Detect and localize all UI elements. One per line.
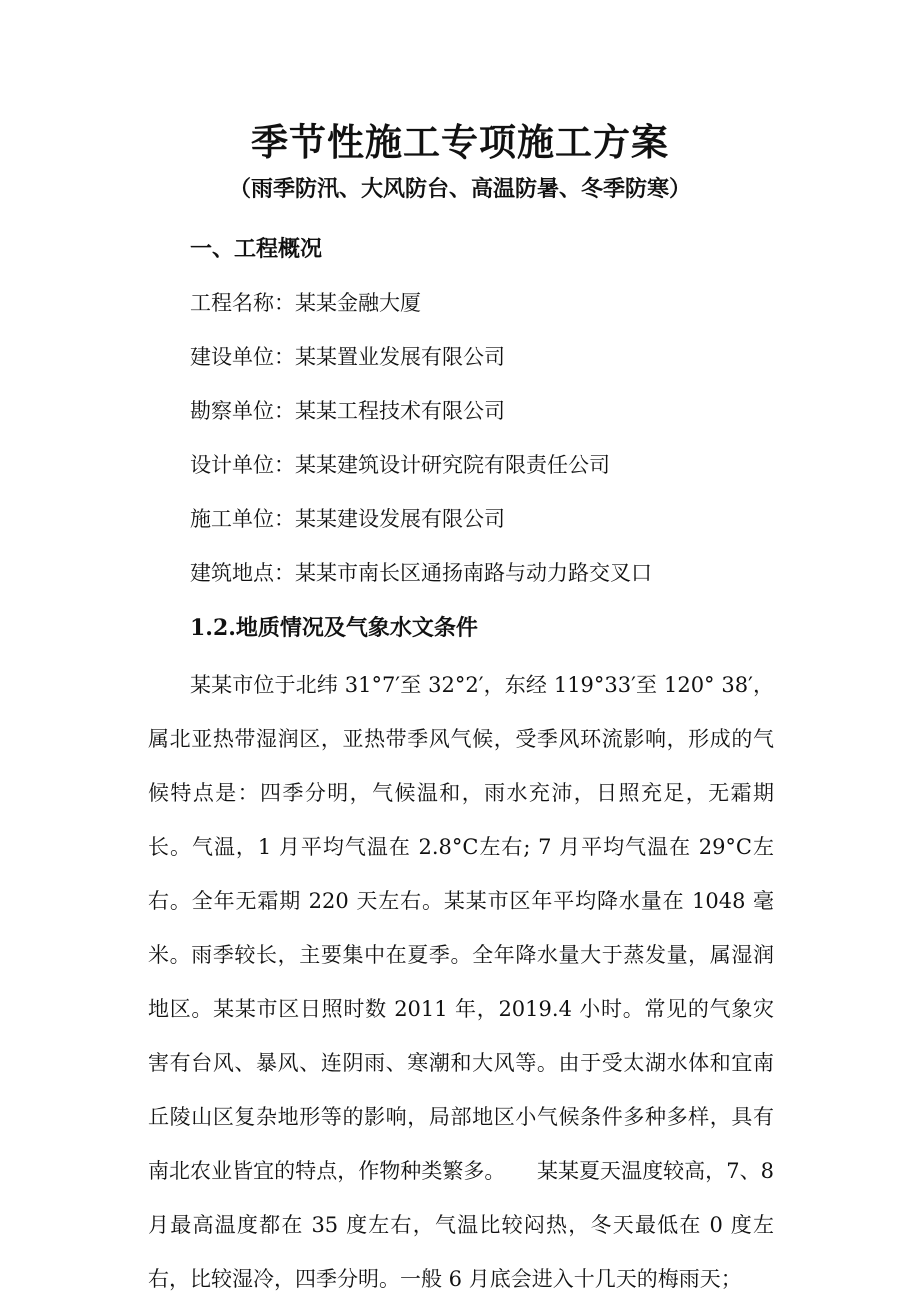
info-construction-unit: 建设单位：某某置业发展有限公司 <box>190 345 505 369</box>
document-subtitle: （雨季防汛、大风防台、高温防暑、冬季防寒） <box>228 176 691 202</box>
document-title: 季节性施工专项施工方案 <box>251 120 669 164</box>
info-project-name: 工程名称：某某金融大厦 <box>190 291 421 315</box>
info-design-unit: 设计单位：某某建筑设计研究院有限责任公司 <box>190 453 610 477</box>
info-contractor-unit: 施工单位：某某建设发展有限公司 <box>190 507 505 531</box>
info-location: 建筑地点：某某市南长区通扬南路与动力路交叉口 <box>190 561 652 585</box>
section-heading-overview: 一、工程概况 <box>190 236 323 262</box>
climate-paragraph: 某某市位于北纬 31°7′至 32°2′，东经 119°33′至 120° 38′，属北亚热带湿润区，亚热带季风气候，受季风环流影响，形成的气候特点是：四季分明，气候温和，雨水充沛，日照充足，无霜期长。气温，1 月平均气温在 2.8°C左右; 7 月平均气温在 29°C左右。全年无霜期 220 天左右。某某市区年平均降水量在 1048 毫米。雨季较长，主要集中在夏季。全年降水量大于蒸发量，属湿润地区。某某市区日照时数 2011 年，2019.4 小时。常见的气象灾害有台风、暴风、连阴雨、寒潮和大风等。由于受太湖水体和宜南丘陵山区复杂地形等的影响，局部地区小气候条件多种多样，具有南北农业皆宜的特点，作物种类繁多。 某某夏天温度较高，7、8 月最高温度都在 35 度左右，气温比较闷热，冬天最低在 0 度左右，比较湿冷，四季分明。一般 6 月底会进入十几天的梅雨天； <box>148 673 774 1291</box>
info-survey-unit: 勘察单位：某某工程技术有限公司 <box>190 399 505 423</box>
section-heading-geology-climate: 1.2.地质情况及气象水文条件 <box>190 615 478 641</box>
